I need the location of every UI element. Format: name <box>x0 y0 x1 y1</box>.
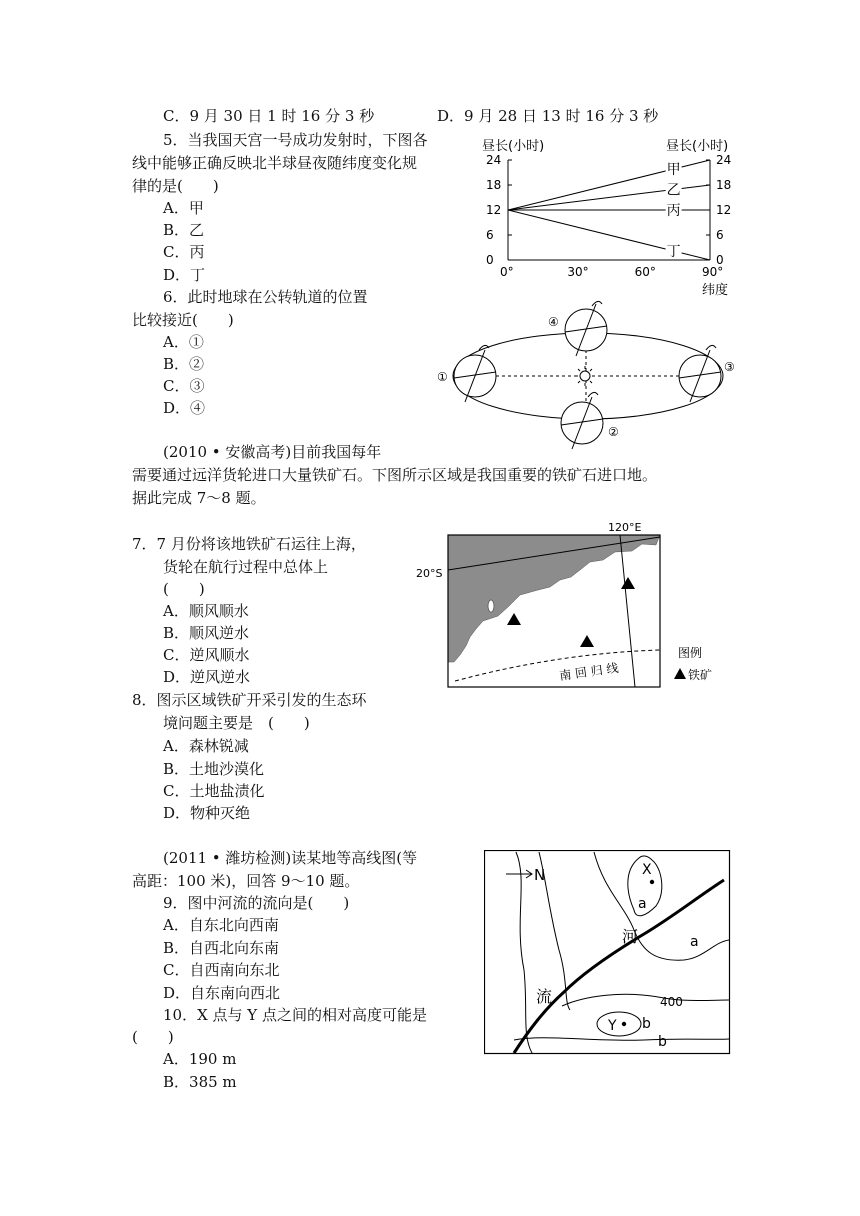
intro910-line1: (2011 • 潍坊检测)读某地等高线图(等 <box>163 849 418 867</box>
y-tick-label-right: 0 <box>716 253 724 267</box>
intro78-line2: 需要通过远洋货轮进口大量铁矿石。下图所示区域是我国重要的铁矿石进口地。 <box>132 466 658 484</box>
q8-stem-line1: 8．图示区域铁矿开采引发的生态环 <box>132 691 367 709</box>
q9-option-a: A．自东北向西南 <box>163 916 279 934</box>
x-tick-label: 30° <box>567 265 589 279</box>
q9-option-c: C．自西南向东北 <box>163 961 280 979</box>
orbit-label-2: ② <box>608 425 619 439</box>
contour-label-400: 400 <box>660 995 683 1009</box>
series-label-3: 丙 <box>666 203 681 219</box>
north-label: N <box>534 866 546 884</box>
y-tick-label-left: 24 <box>486 153 502 167</box>
q8-option-b: B．土地沙漠化 <box>163 760 265 778</box>
river-label-he: 河 <box>622 927 639 946</box>
day-length-chart <box>470 132 740 302</box>
point-y-label: Y <box>608 1018 617 1034</box>
iron-ore-marker-3 <box>580 635 594 647</box>
y-tick-label-right: 12 <box>716 203 732 217</box>
y-tick-label-right: 18 <box>716 178 732 192</box>
tropic-label: 南 回 归 线 <box>558 660 620 683</box>
q10-stem-line1: 10．X 点与 Y 点之间的相对高度可能是 <box>163 1006 427 1024</box>
q7-option-c: C．逆风顺水 <box>163 646 250 664</box>
q6-option-d: D．④ <box>163 399 206 417</box>
y-tick-label-left: 12 <box>486 203 502 217</box>
orbit-label-3: ③ <box>724 360 735 374</box>
earth-position-1 <box>454 345 496 402</box>
intro910-line2: 高距：100 米)，回答 9～10 题。 <box>132 872 360 890</box>
x-tick-label: 90° <box>702 265 724 279</box>
x-tick-label: 0° <box>500 265 514 279</box>
q5-option-a: A．甲 <box>163 199 204 217</box>
meridian-120e-line <box>620 535 635 687</box>
q5-option-c: C．丙 <box>163 243 205 261</box>
q6-option-a: A．① <box>163 333 204 351</box>
point-x-label: X <box>642 862 652 878</box>
intro78-line3: 据此完成 7～8 题。 <box>132 489 266 507</box>
contour-label-b2: b <box>658 1034 667 1050</box>
y-tick-label-left: 0 <box>486 253 494 267</box>
q7-stem-line1: 7．7 月份将该地铁矿石运往上海， <box>132 535 366 553</box>
contour-map <box>484 850 731 1055</box>
legend-item: 铁矿 <box>688 668 713 682</box>
orbit-label-1: ① <box>437 370 448 384</box>
q8-stem-line2: 境问题主要是 ( ) <box>163 714 310 732</box>
q9-option-b: B．自西北向东南 <box>163 939 280 957</box>
q6-stem-line1: 6．此时地球在公转轨道的位置 <box>163 288 368 306</box>
x-axis-label: 纬度 <box>702 283 729 298</box>
series-lines <box>508 160 710 260</box>
iron-ore-marker-2 <box>507 613 521 625</box>
contour-label-b1: b <box>642 1016 651 1032</box>
q6-option-c: C．③ <box>163 377 205 395</box>
series-label-2: 乙 <box>666 182 681 199</box>
series-label-4: 丁 <box>666 244 681 260</box>
q5-option-b: B．乙 <box>163 221 205 239</box>
orbit-diagram <box>430 298 750 452</box>
y-tick-label-right: 6 <box>716 228 724 242</box>
q5-stem-line3: 律的是( ) <box>132 177 219 195</box>
q10-option-a: A．190 m <box>163 1050 237 1068</box>
point-x-marker <box>650 880 654 884</box>
series-label-1: 甲 <box>666 162 681 178</box>
land-mass <box>448 535 660 662</box>
y-tick-label-right: 24 <box>716 153 732 167</box>
q7-stem-line2: 货轮在航行过程中总体上 <box>163 558 329 576</box>
option-c: C．9 月 30 日 1 时 16 分 3 秒 <box>163 107 375 125</box>
q7-option-b: B．顺风逆水 <box>163 624 250 642</box>
q5-stem-line2: 线中能够正确反映北半球昼夜随纬度变化规 <box>132 154 418 172</box>
earth-position-2 <box>561 392 603 449</box>
q7-option-d: D．逆风逆水 <box>163 668 251 686</box>
q9-stem: 9．图中河流的流向是( ) <box>163 894 350 912</box>
tropic-line <box>455 650 660 681</box>
q7-option-a: A．顺风顺水 <box>163 602 249 620</box>
contour-label-a2: a <box>690 934 699 950</box>
legend-iron-icon <box>674 668 686 679</box>
q8-option-d: D．物种灭绝 <box>163 804 251 822</box>
lake <box>488 600 494 612</box>
point-y-marker <box>622 1022 626 1026</box>
iron-ore-map <box>410 515 735 695</box>
intro78-line1: (2010 • 安徽高考)目前我国每年 <box>163 443 382 461</box>
left-axis-title: 昼长(小时) <box>482 139 545 154</box>
q9-option-d: D．自东南向西北 <box>163 984 281 1002</box>
q5-stem-line1: 5．当我国天宫一号成功发射时，下图各 <box>163 131 428 149</box>
option-d: D．9 月 28 日 13 时 16 分 3 秒 <box>437 107 659 125</box>
orbit-label-4: ④ <box>548 315 559 329</box>
right-axis-title: 昼长(小时) <box>666 139 729 154</box>
earth-position-3 <box>679 345 721 402</box>
q8-option-c: C．土地盐渍化 <box>163 782 265 800</box>
lon-label: 120°E <box>608 521 642 534</box>
lat-label: 20°S <box>416 567 443 580</box>
contour-label-a1: a <box>638 896 647 912</box>
q5-option-d: D．丁 <box>163 266 206 284</box>
q10-stem-line2: ( ) <box>132 1028 174 1046</box>
iron-ore-marker-1 <box>621 577 635 589</box>
x-tick-label: 60° <box>634 265 656 279</box>
q8-option-a: A．森林锐减 <box>163 737 249 755</box>
earth-position-4 <box>565 301 607 356</box>
q6-option-b: B．② <box>163 355 205 373</box>
y-tick-label-left: 6 <box>486 228 494 242</box>
q10-option-b: B．385 m <box>163 1073 237 1091</box>
q6-stem-line2: 比较接近( ) <box>132 311 234 329</box>
legend-title: 图例 <box>678 646 703 660</box>
river-label-liu: 流 <box>536 987 553 1006</box>
y-tick-label-left: 18 <box>486 178 502 192</box>
q7-stem-line3: ( ) <box>163 580 205 598</box>
sun-icon <box>575 366 595 386</box>
